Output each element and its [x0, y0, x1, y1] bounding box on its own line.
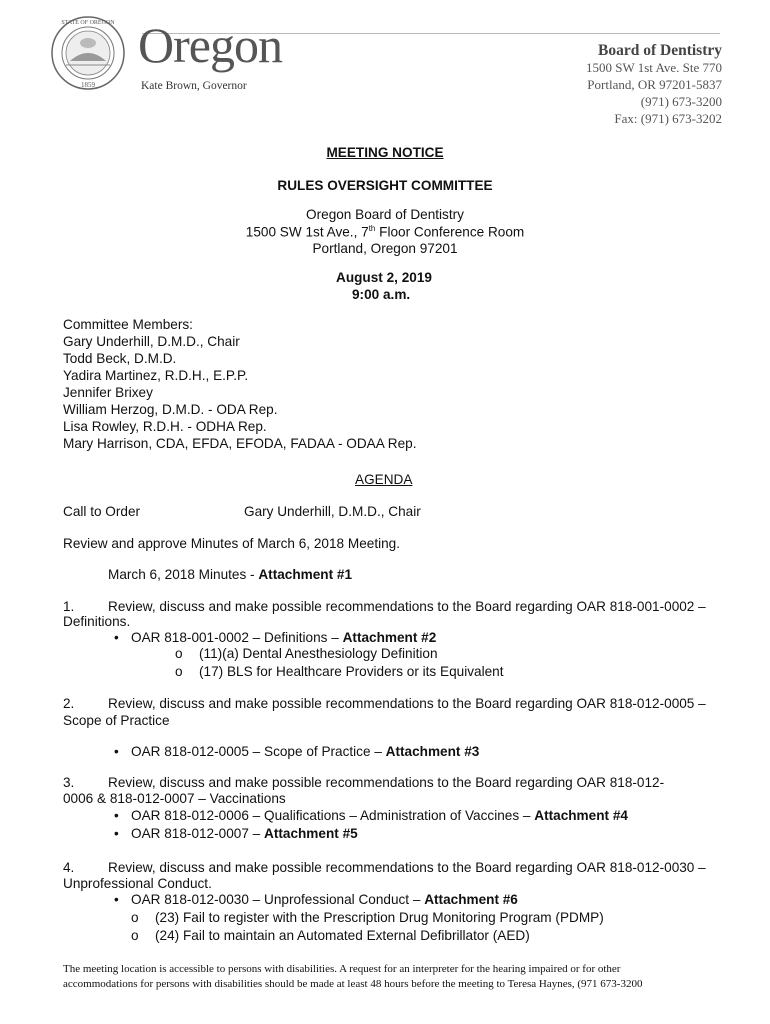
call-to-order-label: Call to Order [63, 504, 141, 519]
member-item: Gary Underhill, D.M.D., Chair [63, 334, 240, 349]
review-minutes: Review and approve Minutes of March 6, 2018 Meeting. [63, 536, 401, 551]
item-4-cont: Unprofessional Conduct. [63, 876, 212, 891]
item-4-bullet [131, 892, 518, 907]
item-3-bullet-2 [131, 826, 358, 841]
attachment-2: Attachment #2 [342, 630, 437, 645]
item-2-cont: Scope of Practice [63, 713, 170, 728]
fax-number: Fax: (971) 673-3202 [614, 111, 722, 126]
attachment-1: Attachment #1 [258, 567, 353, 582]
org-name: Oregon Board of Dentistry [306, 207, 464, 222]
svg-text:1859: 1859 [81, 81, 95, 89]
minutes-text: March 6, 2018 Minutes - [108, 567, 259, 582]
footer-line-2: accommodations for persons with disabilities should be made at least 48 hours before the meeting to Teresa Haynes, (971 673-3200 [63, 978, 643, 990]
attachment-5: Attachment #5 [264, 826, 358, 841]
bullet-icon: • [114, 826, 119, 841]
meeting-address [0, 224, 770, 240]
item-1-sub-1: (11)(a) Dental Anesthesiology Definition [199, 646, 438, 661]
item-3-number: 3. [63, 775, 75, 790]
notice-title: MEETING NOTICE [326, 145, 444, 160]
department-name: Board of Dentistry [598, 42, 722, 59]
sub-bullet-icon: o [131, 910, 139, 925]
accessibility-footer [63, 962, 723, 992]
committee-name: RULES OVERSIGHT COMMITTEE [277, 178, 493, 193]
sub-bullet-icon: o [131, 928, 139, 943]
members-heading: Committee Members: [63, 317, 193, 332]
oregon-wordmark: Oregon [138, 17, 282, 73]
sub-bullet-icon: o [175, 646, 183, 661]
member-item: Lisa Rowley, R.D.H. - ODHA Rep. [63, 419, 267, 434]
item-1-number: 1. [63, 599, 75, 614]
item-2-number: 2. [63, 696, 75, 711]
svg-text:STATE OF OREGON: STATE OF OREGON [61, 20, 115, 26]
item-3-text: Review, discuss and make possible recommendations to the Board regarding OAR 818-012- [108, 775, 665, 790]
attachment-3: Attachment #3 [385, 744, 480, 759]
footer-line-1: The meeting location is accessible to persons with disabilities. A request for an interpreter for the hearing impaired or for other [63, 963, 621, 975]
item-1-text: Review, discuss and make possible recommendations to the Board regarding OAR 818-001-0002 – [108, 599, 706, 614]
item-4-text: Review, discuss and make possible recommendations to the Board regarding OAR 818-012-0030 – [108, 860, 706, 875]
call-to-order-chair: Gary Underhill, D.M.D., Chair [244, 504, 421, 519]
member-item: Jennifer Brixey [63, 385, 153, 400]
bullet-text: OAR 818-001-0002 – Definitions – [131, 630, 343, 645]
item-2-bullet [131, 744, 479, 759]
address-line-2: Portland, OR 97201-5837 [587, 77, 722, 92]
bullet-text: OAR 818-012-0005 – Scope of Practice – [131, 744, 386, 759]
item-2-text: Review, discuss and make possible recommendations to the Board regarding OAR 818-012-0005 – [108, 696, 706, 711]
item-1-bullet [131, 630, 436, 645]
governor-name: Kate Brown, Governor [141, 80, 247, 92]
member-item: Mary Harrison, CDA, EFDA, EFODA, FADAA - ODAA Rep. [63, 436, 417, 451]
letterhead-contact [586, 42, 722, 127]
address-pre: 1500 SW 1st Ave., 7 [245, 224, 369, 240]
item-4-sub-1: (23) Fail to register with the Prescription Drug Monitoring Program (PDMP) [155, 910, 604, 925]
address-sup: th [368, 224, 376, 233]
minutes-item [108, 567, 352, 582]
item-4-sub-2: (24) Fail to maintain an Automated External Defibrillator (AED) [155, 928, 530, 943]
state-seal-logo [50, 15, 126, 91]
bullet-text: OAR 818-012-0006 – Qualifications – Administration of Vaccines – [131, 808, 535, 823]
bullet-text: OAR 818-012-0030 – Unprofessional Conduct – [131, 892, 425, 907]
item-4-number: 4. [63, 860, 75, 875]
attachment-4: Attachment #4 [534, 808, 628, 823]
bullet-text: OAR 818-012-0007 – [131, 826, 265, 841]
bullet-icon: • [114, 630, 119, 645]
address-post: Floor Conference Room [375, 224, 525, 240]
agenda-heading: AGENDA [355, 472, 413, 487]
meeting-city: Portland, Oregon 97201 [312, 241, 458, 256]
bullet-icon: • [114, 892, 119, 907]
item-3-cont: 0006 & 818-012-0007 – Vaccinations [63, 791, 286, 806]
item-1-sub-2: (17) BLS for Healthcare Providers or its Equivalent [199, 664, 504, 679]
item-1-cont: Definitions. [63, 614, 131, 629]
bullet-icon: • [114, 808, 119, 823]
member-item: Yadira Martinez, R.D.H., E.P.P. [63, 368, 249, 383]
address-line-1: 1500 SW 1st Ave. Ste 770 [585, 60, 722, 75]
phone-number: (971) 673-3200 [640, 94, 722, 109]
sub-bullet-icon: o [175, 664, 183, 679]
member-item: William Herzog, D.M.D. - ODA Rep. [63, 402, 278, 417]
committee-members [63, 316, 417, 452]
attachment-6: Attachment #6 [424, 892, 518, 907]
meeting-time: 9:00 a.m. [352, 287, 411, 302]
meeting-date: August 2, 2019 [336, 270, 432, 285]
item-3-bullet-1 [131, 808, 628, 823]
bullet-icon: • [114, 744, 119, 759]
member-item: Todd Beck, D.M.D. [63, 351, 177, 366]
